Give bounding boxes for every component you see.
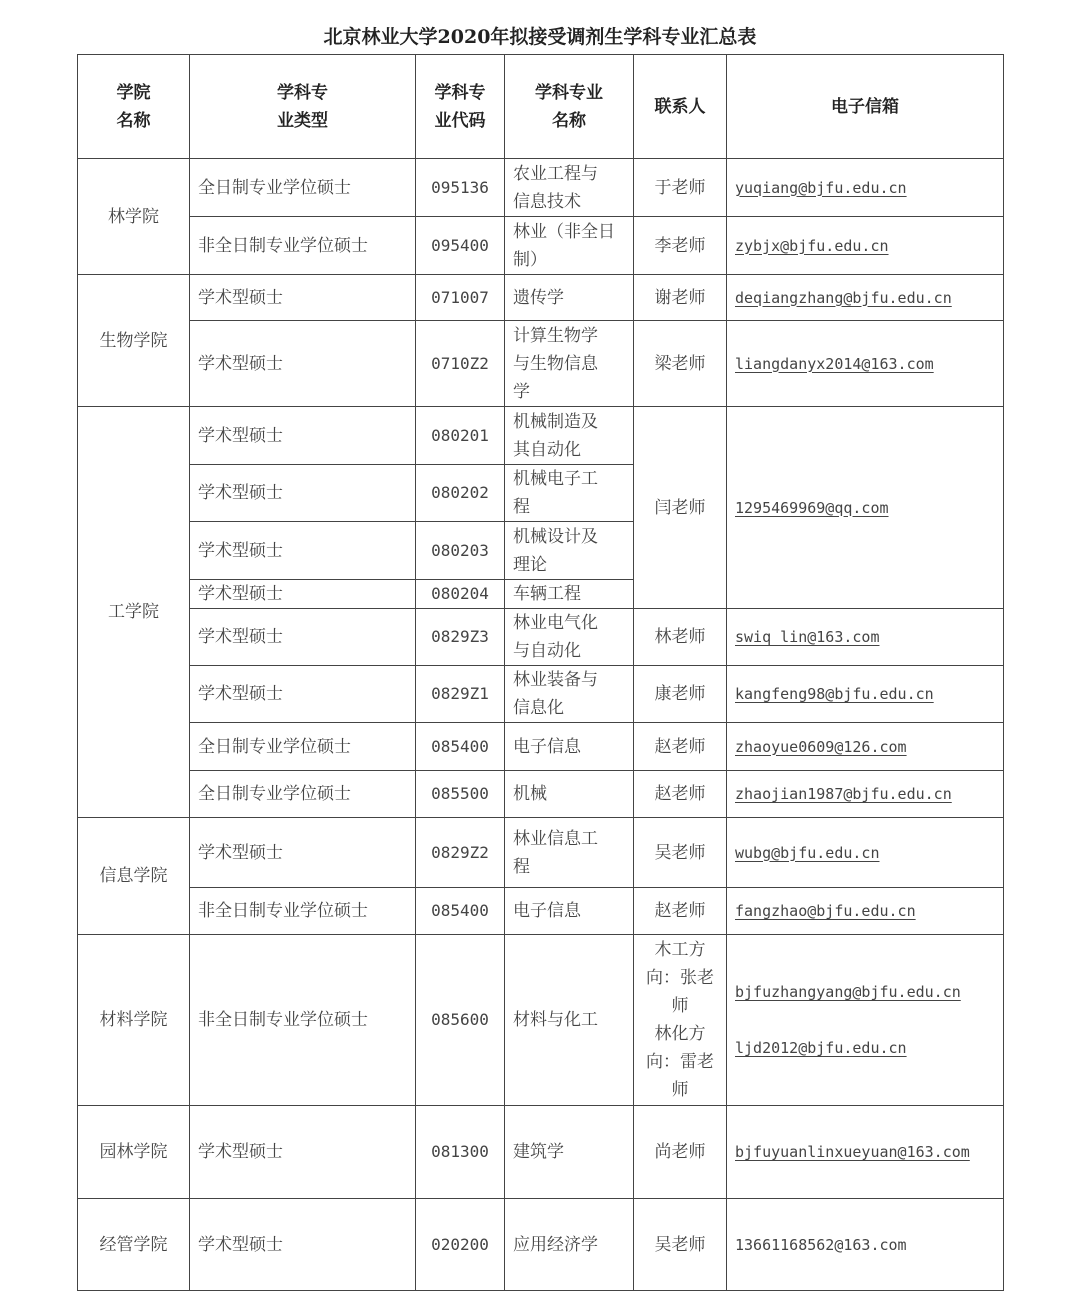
major-code-cell: 0829Z2 (416, 818, 505, 888)
email-link-2[interactable]: ljd2012@bjfu.edu.cn (735, 1039, 907, 1057)
major-name-cell: 林业装备与 信息化 (505, 666, 634, 723)
email-cell (727, 1106, 1004, 1199)
major-type-cell: 非全日制专业学位硕士 (190, 217, 416, 275)
contact-cell: 赵老师 (634, 771, 727, 818)
major-name-cell: 机械电子工 程 (505, 465, 634, 522)
college-cell: 信息学院 (78, 818, 190, 935)
table-row (78, 407, 1004, 465)
major-name-cell: 建筑学 (505, 1106, 634, 1199)
email-link[interactable]: 1295469969@qq.com (735, 498, 889, 517)
email-cell (727, 935, 1004, 1106)
major-name-cell: 计算生物学 与生物信息 学 (505, 321, 634, 407)
major-code-cell: 085400 (416, 723, 505, 771)
major-name-cell: 材料与化工 (505, 935, 634, 1106)
table-row (78, 159, 1004, 217)
major-code-cell: 020200 (416, 1199, 505, 1291)
contact-cell: 于老师 (634, 159, 727, 217)
header-contact: 联系人 (634, 55, 727, 159)
major-type-cell: 非全日制专业学位硕士 (190, 888, 416, 935)
contact-cell: 赵老师 (634, 888, 727, 935)
table-row (78, 275, 1004, 321)
email-cell (727, 723, 1004, 771)
major-name-cell: 遗传学 (505, 275, 634, 321)
major-type-cell: 学术型硕士 (190, 275, 416, 321)
college-cell: 材料学院 (78, 935, 190, 1106)
major-code-cell: 071007 (416, 275, 505, 321)
email-link[interactable]: kangfeng98@bjfu.edu.cn (735, 685, 934, 703)
major-code-cell: 080202 (416, 465, 505, 522)
contact-cell: 木工方 向：张老 师 林化方 向：雷老 师 (634, 935, 727, 1106)
major-type-cell: 全日制专业学位硕士 (190, 723, 416, 771)
email-cell (727, 609, 1004, 666)
major-name-cell: 机械 (505, 771, 634, 818)
major-code-cell: 080204 (416, 580, 505, 609)
major-type-cell: 学术型硕士 (190, 522, 416, 580)
table-row (78, 666, 1004, 723)
table-row (78, 888, 1004, 935)
table-row (78, 1199, 1004, 1291)
major-code-cell: 085400 (416, 888, 505, 935)
major-name-cell: 机械制造及 其自动化 (505, 407, 634, 465)
college-cell: 林学院 (78, 159, 190, 275)
email-link[interactable]: yuqiang@bjfu.edu.cn (735, 178, 907, 197)
college-cell: 生物学院 (78, 275, 190, 407)
major-type-cell: 全日制专业学位硕士 (190, 159, 416, 217)
major-code-cell: 081300 (416, 1106, 505, 1199)
header-college: 学院 名称 (78, 55, 190, 159)
header-major-name: 学科专业 名称 (505, 55, 634, 159)
table-row (78, 609, 1004, 666)
contact-cell: 康老师 (634, 666, 727, 723)
table-row (78, 818, 1004, 888)
email-cell (727, 275, 1004, 321)
table-row (78, 771, 1004, 818)
document-title: 北京林业大学2020年拟接受调剂生学科专业汇总表 (323, 26, 757, 48)
major-code-cell: 095136 (416, 159, 505, 217)
major-type-cell: 学术型硕士 (190, 1106, 416, 1199)
major-code-cell: 085600 (416, 935, 505, 1106)
email-cell (727, 1199, 1004, 1291)
contact-cell: 尚老师 (634, 1106, 727, 1199)
email-link[interactable]: zhaoyue0609@126.com (735, 737, 907, 756)
email-cell (727, 217, 1004, 275)
major-code-cell: 095400 (416, 217, 505, 275)
contact-cell: 赵老师 (634, 723, 727, 771)
email-cell (727, 321, 1004, 407)
email-cell (727, 888, 1004, 935)
college-cell: 经管学院 (78, 1199, 190, 1291)
major-code-cell: 0829Z1 (416, 666, 505, 723)
major-type-cell: 学术型硕士 (190, 818, 416, 888)
email-text: 13661168562@163.com (735, 1235, 907, 1254)
email-link[interactable]: zybjx@bjfu.edu.cn (735, 236, 889, 255)
table-row (78, 723, 1004, 771)
email-link[interactable]: wubg@bjfu.edu.cn (735, 843, 880, 862)
major-name-cell: 应用经济学 (505, 1199, 634, 1291)
majors-table (77, 54, 1004, 1291)
header-email: 电子信箱 (727, 55, 1004, 159)
contact-cell: 梁老师 (634, 321, 727, 407)
email-cell (727, 159, 1004, 217)
major-type-cell: 学术型硕士 (190, 1199, 416, 1291)
major-name-cell: 林业信息工 程 (505, 818, 634, 888)
email-link[interactable]: zhaojian1987@bjfu.edu.cn (735, 785, 952, 803)
major-type-cell: 全日制专业学位硕士 (190, 771, 416, 818)
major-name-cell: 电子信息 (505, 888, 634, 935)
table-row (78, 217, 1004, 275)
email-link[interactable]: bjfuzhangyang@bjfu.edu.cn (735, 983, 961, 1001)
email-link[interactable]: liangdanyx2014@163.com (735, 354, 934, 373)
major-code-cell: 080203 (416, 522, 505, 580)
email-cell (727, 771, 1004, 818)
contact-cell: 闫老师 (634, 407, 727, 609)
table-header-row (78, 55, 1004, 159)
major-name-cell: 电子信息 (505, 723, 634, 771)
header-major-code: 学科专 业代码 (416, 55, 505, 159)
major-type-cell: 学术型硕士 (190, 465, 416, 522)
major-code-cell: 085500 (416, 771, 505, 818)
email-link[interactable]: bjfuyuanlinxueyuan@163.com (735, 1143, 970, 1161)
table-row (78, 1106, 1004, 1199)
header-major-type: 学科专 业类型 (190, 55, 416, 159)
email-cell (727, 818, 1004, 888)
major-name-cell: 农业工程与 信息技术 (505, 159, 634, 217)
major-type-cell: 学术型硕士 (190, 580, 416, 609)
email-cell (727, 407, 1004, 609)
email-cell (727, 666, 1004, 723)
major-code-cell: 080201 (416, 407, 505, 465)
contact-cell: 吴老师 (634, 1199, 727, 1291)
major-code-cell: 0829Z3 (416, 609, 505, 666)
college-cell: 园林学院 (78, 1106, 190, 1199)
major-type-cell: 学术型硕士 (190, 407, 416, 465)
contact-cell: 吴老师 (634, 818, 727, 888)
email-link[interactable]: swiq_lin@163.com (735, 628, 880, 646)
major-code-cell: 0710Z2 (416, 321, 505, 407)
major-type-cell: 非全日制专业学位硕士 (190, 935, 416, 1106)
college-cell: 工学院 (78, 407, 190, 818)
major-name-cell: 车辆工程 (505, 580, 634, 609)
contact-cell: 李老师 (634, 217, 727, 275)
major-type-cell: 学术型硕士 (190, 609, 416, 666)
major-name-cell: 林业电气化 与自动化 (505, 609, 634, 666)
table-row (78, 321, 1004, 407)
email-link[interactable]: deqiangzhang@bjfu.edu.cn (735, 288, 952, 307)
contact-cell: 谢老师 (634, 275, 727, 321)
major-name-cell: 林业（非全日 制） (505, 217, 634, 275)
major-name-cell: 机械设计及 理论 (505, 522, 634, 580)
contact-cell: 林老师 (634, 609, 727, 666)
major-type-cell: 学术型硕士 (190, 666, 416, 723)
table-row (78, 935, 1004, 1106)
email-link[interactable]: fangzhao@bjfu.edu.cn (735, 902, 916, 920)
major-type-cell: 学术型硕士 (190, 321, 416, 407)
